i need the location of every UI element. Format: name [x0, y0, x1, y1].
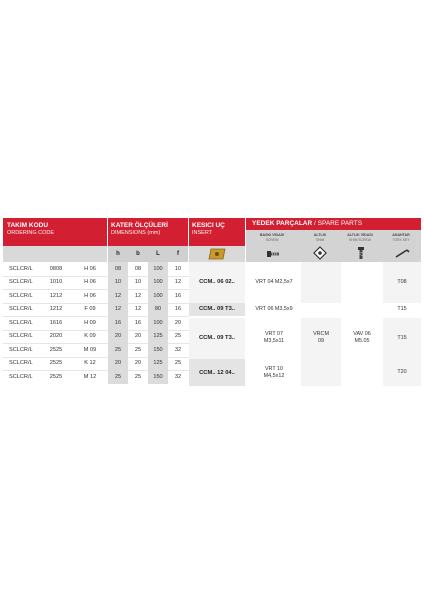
shim-group-3-line1: VRCM [313, 331, 329, 338]
spare-parts-title-tr: YEDEK PARÇALAR [252, 220, 313, 227]
screw-icon [266, 247, 280, 259]
row-b: 10 [134, 279, 142, 286]
spare-col-key-en: TORX KEY [392, 237, 410, 242]
row-b: 16 [134, 319, 142, 326]
row-b: 25 [134, 346, 142, 353]
spare-col-screw [250, 233, 294, 242]
row-size: 1616 [49, 319, 63, 326]
row-L: 100 [148, 262, 168, 276]
row-hcode: H 06 [84, 279, 96, 286]
screw-group-2: VRT 06 M3,5x9 [255, 305, 293, 312]
row-size: 2525 [49, 373, 63, 380]
row-hcode: M 12 [83, 373, 97, 380]
row-b: 08 [134, 265, 142, 272]
shim-group-1 [301, 262, 341, 303]
row-hcode: K 09 [84, 333, 96, 340]
spare-parts-title-en: / SPARE PARTS [314, 220, 363, 227]
rows-container [3, 262, 189, 384]
spare-col-shim-screw [340, 233, 380, 242]
shim-screw-group-3-line2: M5.05 [354, 338, 370, 345]
row-hcode: H 06 [84, 265, 96, 272]
row-code: SCLCR/L [9, 373, 33, 380]
row-h: 08 [108, 262, 128, 276]
screw-group-3-line1: VRT 07 [264, 331, 284, 338]
row-L: 100 [148, 276, 168, 290]
row-code: SCLCR/L [9, 360, 33, 367]
table-row [3, 330, 189, 345]
row-hcode: H 09 [84, 319, 96, 326]
row-L: 80 [148, 303, 168, 317]
row-code: SCLCR/L [9, 306, 33, 313]
screw-group-4-line2: M4,5x12 [263, 372, 285, 379]
row-h: 20 [108, 330, 128, 344]
row-b: 20 [134, 333, 142, 340]
key-group-1: T08 [383, 262, 421, 303]
screw-group-1: VRT 04 M2,5x7 [255, 278, 293, 285]
table-row [3, 343, 189, 358]
spare-col-shim [298, 233, 342, 242]
shim-screw-group-3 [342, 318, 382, 359]
row-f: 12 [174, 279, 182, 286]
spare-parts-title [252, 220, 421, 228]
spare-parts-header [246, 218, 421, 230]
insert-group-1: CCM.. 06 02.. [189, 262, 245, 303]
row-size: 1212 [49, 306, 63, 313]
row-L: 125 [148, 330, 168, 344]
row-L: 125 [148, 357, 168, 371]
row-code: SCLCR/L [9, 319, 33, 326]
table-row [3, 357, 189, 372]
dimensions-title: KATER ÖLÇÜLERİ [111, 222, 168, 229]
spare-col-screw-en: SCREW [265, 237, 279, 242]
screw-group-3 [248, 318, 300, 359]
insert-group-2: CCM.. 09 T3.. [189, 303, 245, 317]
row-h: 12 [108, 303, 128, 317]
dim-col-h: h [108, 246, 128, 262]
screw-group-3-line2: M3,5x11 [263, 338, 285, 345]
row-h: 25 [108, 370, 128, 384]
table-row [3, 316, 189, 331]
key-group-4: T20 [383, 359, 421, 386]
shim-screw-group-1 [342, 262, 382, 303]
row-size: 1212 [49, 292, 63, 299]
table-row [3, 303, 189, 318]
table-row [3, 276, 189, 291]
dim-col-f: f [168, 246, 188, 262]
row-h: 12 [108, 289, 128, 303]
insert-header [189, 218, 245, 246]
row-L: 150 [148, 343, 168, 357]
row-b: 12 [134, 292, 142, 299]
ordering-code-title: TAKIM KODU [7, 222, 49, 229]
row-f: 25 [174, 360, 182, 367]
shim-group-3 [301, 318, 341, 359]
screw-group-4-line1: VRT 10 [264, 365, 284, 372]
row-size: 2020 [49, 333, 63, 340]
row-b: 25 [134, 373, 142, 380]
row-hcode: K 12 [84, 360, 96, 367]
spare-col-shim-en: SHIM [315, 237, 325, 242]
dimensions-subtitle: DIMENSIONS (mm) [111, 230, 161, 236]
left-subheader-band [3, 246, 107, 262]
insert-image [207, 247, 227, 261]
spare-col-screw-tr: BASKI VİDASI [259, 233, 285, 237]
row-size: 1010 [49, 279, 63, 286]
shim-screw-icon [355, 246, 367, 260]
row-f: 10 [174, 265, 182, 272]
row-L: 100 [148, 316, 168, 330]
dim-col-L: L [148, 246, 168, 262]
table-row [3, 289, 189, 304]
shim-screw-group-3-line1: VAV 06 [353, 331, 371, 338]
row-size: 0808 [49, 265, 63, 272]
row-size: 2525 [49, 360, 63, 367]
row-code: SCLCR/L [9, 279, 33, 286]
row-f: 32 [174, 373, 182, 380]
ordering-code-subtitle: ORDERING CODE [7, 230, 55, 236]
row-hcode: F 09 [84, 306, 96, 313]
row-h: 16 [108, 316, 128, 330]
shim-group-3-line2: 09 [318, 338, 324, 345]
row-L: 150 [148, 370, 168, 384]
torx-key-icon [394, 246, 410, 258]
row-code: SCLCR/L [9, 265, 33, 272]
table-row [3, 262, 189, 277]
spare-col-key [382, 233, 420, 242]
shim-icon [313, 246, 327, 260]
row-hcode: H 06 [84, 292, 96, 299]
row-L: 100 [148, 289, 168, 303]
row-f: 32 [174, 346, 182, 353]
row-code: SCLCR/L [9, 333, 33, 340]
row-b: 20 [134, 360, 142, 367]
row-h: 20 [108, 357, 128, 371]
insert-group-4: CCM.. 12 04.. [189, 359, 245, 386]
row-h: 10 [108, 276, 128, 290]
row-f: 20 [174, 319, 182, 326]
spare-col-shim-tr: ALTLIK [313, 233, 327, 237]
insert-group-3: CCM.. 09 T3.. [189, 318, 245, 359]
row-b: 12 [134, 306, 142, 313]
row-code: SCLCR/L [9, 346, 33, 353]
insert-subtitle: INSERT [192, 230, 213, 236]
row-f: 25 [174, 333, 182, 340]
row-f: 16 [174, 306, 182, 313]
key-group-2: T15 [397, 305, 407, 312]
insert-title: KESICI UÇ [192, 222, 225, 229]
dimensions-header [108, 218, 188, 246]
row-f: 16 [174, 292, 182, 299]
row-size: 2525 [49, 346, 63, 353]
row-h: 25 [108, 343, 128, 357]
shim-screw-group-4 [342, 359, 382, 386]
ordering-code-header [3, 218, 107, 246]
screw-group-4 [248, 359, 300, 386]
row-hcode: M 09 [83, 346, 97, 353]
row-code: SCLCR/L [9, 292, 33, 299]
shim-group-4 [301, 359, 341, 386]
spare-col-key-tr: ANAHTAR [392, 233, 410, 237]
spare-col-shim-screw-tr: ALTLIK VİDASI [347, 233, 373, 237]
spare-col-shim-screw-en: SHIM SCREW [348, 237, 372, 242]
dim-col-b: b [128, 246, 148, 262]
table-row [3, 370, 189, 384]
key-group-3: T15 [383, 318, 421, 359]
